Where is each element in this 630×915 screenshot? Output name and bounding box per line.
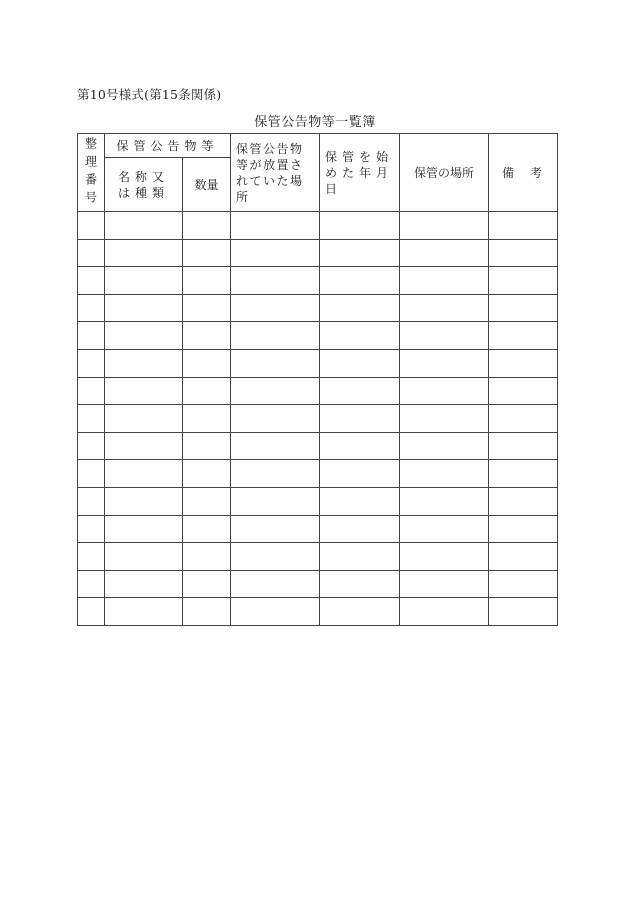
table-row xyxy=(78,432,558,460)
table-cell xyxy=(231,267,320,295)
table-cell xyxy=(320,405,400,433)
table-cell xyxy=(183,294,231,322)
table-cell xyxy=(320,570,400,598)
table-row xyxy=(78,322,558,350)
table-row xyxy=(78,598,558,626)
table-cell xyxy=(231,487,320,515)
table-cell xyxy=(489,322,558,350)
table-row xyxy=(78,487,558,515)
table-cell xyxy=(489,349,558,377)
table-cell xyxy=(400,515,489,543)
table-cell xyxy=(231,460,320,488)
table-cell xyxy=(78,515,105,543)
table-cell xyxy=(78,239,105,267)
table-cell xyxy=(78,212,105,240)
table-cell xyxy=(78,543,105,571)
table-cell xyxy=(78,294,105,322)
table-cell xyxy=(400,267,489,295)
header-quantity: 数量 xyxy=(183,158,231,212)
table-cell xyxy=(105,349,183,377)
table-cell xyxy=(400,322,489,350)
table-row xyxy=(78,570,558,598)
table-cell xyxy=(400,212,489,240)
table-cell xyxy=(105,460,183,488)
table-cell xyxy=(105,377,183,405)
header-remarks: 備 考 xyxy=(489,134,558,212)
table-cell xyxy=(78,598,105,626)
table-cell xyxy=(489,487,558,515)
table-cell xyxy=(78,570,105,598)
table-cell xyxy=(489,570,558,598)
table-cell xyxy=(231,322,320,350)
table-cell xyxy=(489,515,558,543)
table-cell xyxy=(320,598,400,626)
table-cell xyxy=(105,570,183,598)
table-cell xyxy=(231,294,320,322)
header-group: 保管公告物等 xyxy=(105,134,231,158)
table-cell xyxy=(105,322,183,350)
table-cell xyxy=(231,377,320,405)
table-cell xyxy=(78,460,105,488)
table-cell xyxy=(231,212,320,240)
table-cell xyxy=(400,460,489,488)
document-title: 保管公告物等一覧簿 xyxy=(254,115,376,130)
table-cell xyxy=(400,349,489,377)
table-cell xyxy=(320,322,400,350)
table-cell xyxy=(400,432,489,460)
table-cell xyxy=(489,432,558,460)
table-cell xyxy=(489,212,558,240)
table-cell xyxy=(78,487,105,515)
table-cell xyxy=(183,349,231,377)
table-row xyxy=(78,377,558,405)
table-cell xyxy=(78,405,105,433)
table-cell xyxy=(320,294,400,322)
table-body xyxy=(78,212,558,626)
header-number xyxy=(78,134,105,212)
table-cell xyxy=(489,598,558,626)
table-cell xyxy=(400,598,489,626)
table-cell xyxy=(78,349,105,377)
table-cell xyxy=(105,487,183,515)
table-cell xyxy=(489,377,558,405)
table-cell xyxy=(320,543,400,571)
table-cell xyxy=(78,377,105,405)
header-place-left: 保管公告物等が放置されていた場所 xyxy=(231,134,320,212)
table-cell xyxy=(105,515,183,543)
table-cell xyxy=(105,432,183,460)
table-cell xyxy=(489,239,558,267)
table-cell xyxy=(231,432,320,460)
table-cell xyxy=(105,212,183,240)
table-row xyxy=(78,212,558,240)
table-cell xyxy=(183,487,231,515)
table-cell xyxy=(231,239,320,267)
register-table xyxy=(77,133,558,626)
table-cell xyxy=(320,212,400,240)
table-row xyxy=(78,405,558,433)
table-cell xyxy=(183,460,231,488)
table-cell xyxy=(183,405,231,433)
table-cell xyxy=(489,267,558,295)
table-cell xyxy=(105,543,183,571)
table-cell xyxy=(105,239,183,267)
table-cell xyxy=(105,598,183,626)
table-cell xyxy=(320,515,400,543)
table-row xyxy=(78,460,558,488)
table-row xyxy=(78,294,558,322)
header-storage-place: 保管の場所 xyxy=(400,134,489,212)
table-cell xyxy=(489,543,558,571)
form-number: 第10号様式(第15条関係) xyxy=(77,87,222,102)
table-cell xyxy=(400,377,489,405)
table-row xyxy=(78,515,558,543)
table-cell xyxy=(183,432,231,460)
table-row xyxy=(78,239,558,267)
table-cell xyxy=(183,212,231,240)
table-cell xyxy=(400,570,489,598)
table-cell xyxy=(183,322,231,350)
header-name-type: 名称又は種類 xyxy=(105,158,183,212)
table-cell xyxy=(400,405,489,433)
table-cell xyxy=(489,294,558,322)
table-cell xyxy=(400,487,489,515)
table-cell xyxy=(183,543,231,571)
table-cell xyxy=(183,377,231,405)
table-row xyxy=(78,267,558,295)
table-cell xyxy=(105,405,183,433)
header-start-date: 保管を始めた年月日 xyxy=(320,134,400,212)
table-cell xyxy=(320,377,400,405)
table-cell xyxy=(231,570,320,598)
table-cell xyxy=(183,267,231,295)
table-cell xyxy=(320,460,400,488)
header-number-label: 整理番号 xyxy=(83,136,98,209)
table-cell xyxy=(320,267,400,295)
table-cell xyxy=(320,349,400,377)
table-cell xyxy=(183,239,231,267)
table-cell xyxy=(489,460,558,488)
table-cell xyxy=(231,543,320,571)
table-row xyxy=(78,349,558,377)
table-cell xyxy=(78,267,105,295)
table-cell xyxy=(105,267,183,295)
table-cell xyxy=(183,598,231,626)
table-cell xyxy=(400,543,489,571)
table-cell xyxy=(320,487,400,515)
table-cell xyxy=(489,405,558,433)
table-cell xyxy=(400,239,489,267)
table-cell xyxy=(320,432,400,460)
table-cell xyxy=(78,322,105,350)
table-cell xyxy=(183,515,231,543)
table-cell xyxy=(231,598,320,626)
table-cell xyxy=(78,432,105,460)
table-cell xyxy=(231,405,320,433)
table-cell xyxy=(105,294,183,322)
table-cell xyxy=(320,239,400,267)
table-cell xyxy=(183,570,231,598)
table-row xyxy=(78,543,558,571)
table-cell xyxy=(400,294,489,322)
table-cell xyxy=(231,515,320,543)
table-cell xyxy=(231,349,320,377)
